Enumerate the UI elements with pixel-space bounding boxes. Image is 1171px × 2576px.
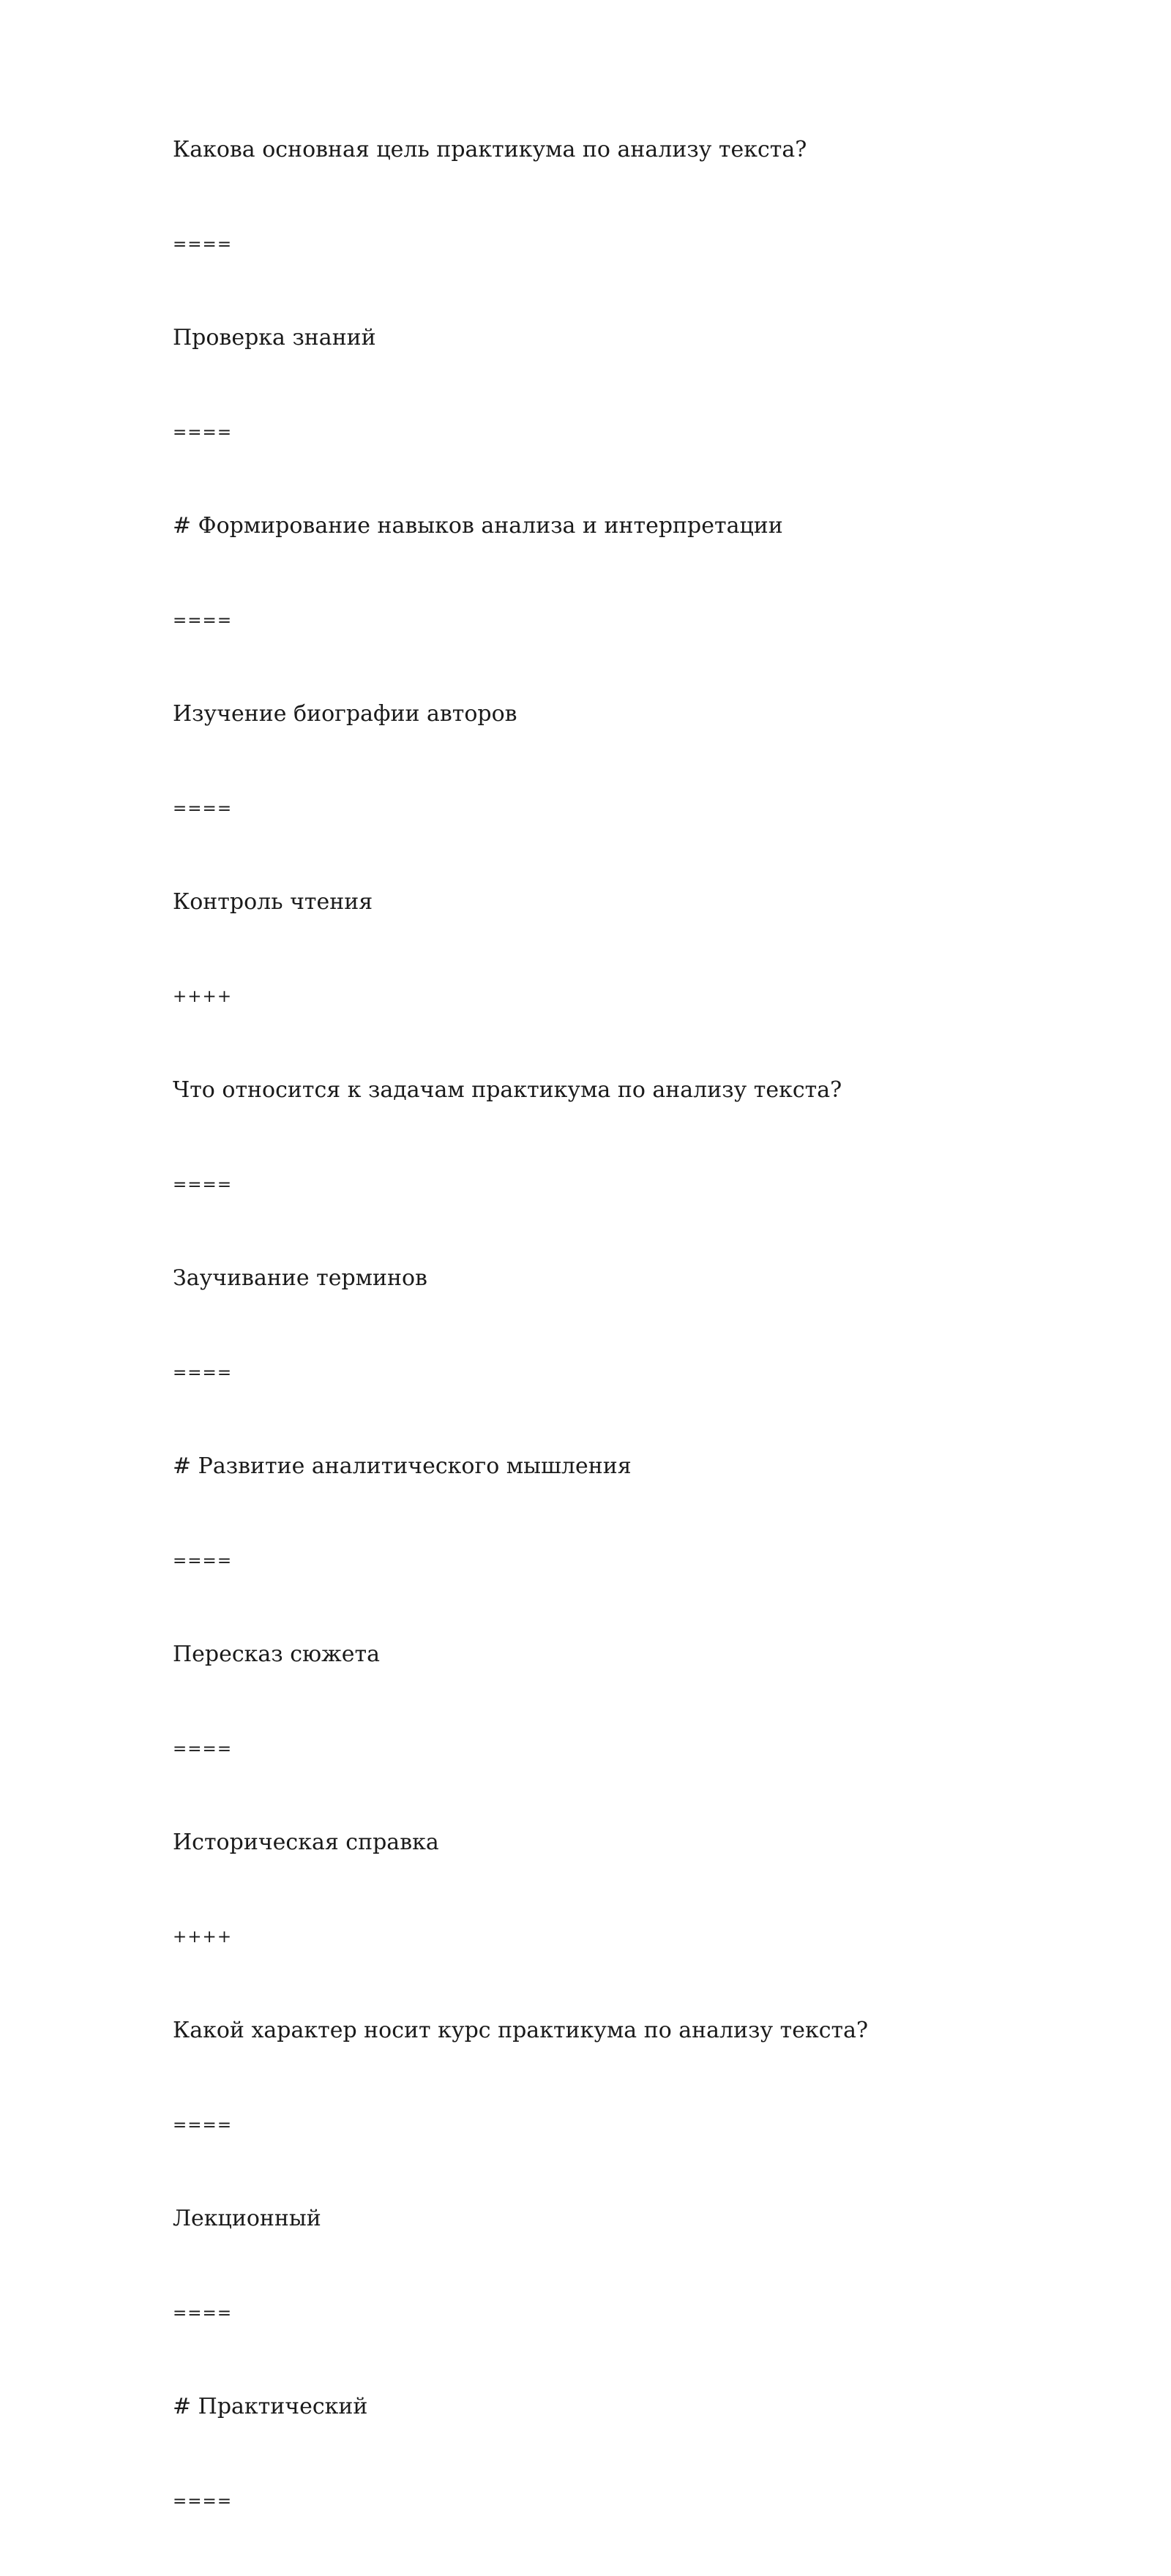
separator: ==== <box>173 225 1051 320</box>
answer-option: Лекционный <box>173 2200 1051 2294</box>
answer-option: Историческая справка <box>173 1824 1051 1918</box>
answer-option: Проверка знаний <box>173 319 1051 413</box>
separator: ==== <box>173 1542 1051 1636</box>
question-separator: ++++ <box>173 1918 1051 2012</box>
answer-option: Пересказ сюжета <box>173 1636 1051 1730</box>
separator: ==== <box>173 790 1051 884</box>
question-2: Что относится к задачам практикума по анализу текста? <box>173 1071 1051 1166</box>
separator: ==== <box>173 2482 1051 2576</box>
answer-option: Изучение биографии авторов <box>173 695 1051 790</box>
answer-option-correct: # Практический <box>173 2388 1051 2482</box>
question-1: Какова основная цель практикума по анализу текста? <box>173 131 1051 225</box>
question-3: Какой характер носит курс практикума по анализу текста? <box>173 2012 1051 2106</box>
separator: ==== <box>173 413 1051 508</box>
question-separator: ++++ <box>173 978 1051 1072</box>
separator: ==== <box>173 1166 1051 1260</box>
answer-option: Контроль чтения <box>173 883 1051 978</box>
separator: ==== <box>173 2106 1051 2201</box>
answer-option-correct: # Формирование навыков анализа и интерпретации <box>173 507 1051 602</box>
answer-option: Заучивание терминов <box>173 1259 1051 1354</box>
separator: ==== <box>173 1730 1051 1824</box>
separator: ==== <box>173 2294 1051 2389</box>
separator: ==== <box>173 1354 1051 1448</box>
document-body <box>173 131 1051 2576</box>
answer-option-correct: # Развитие аналитического мышления <box>173 1448 1051 1542</box>
separator: ==== <box>173 602 1051 696</box>
